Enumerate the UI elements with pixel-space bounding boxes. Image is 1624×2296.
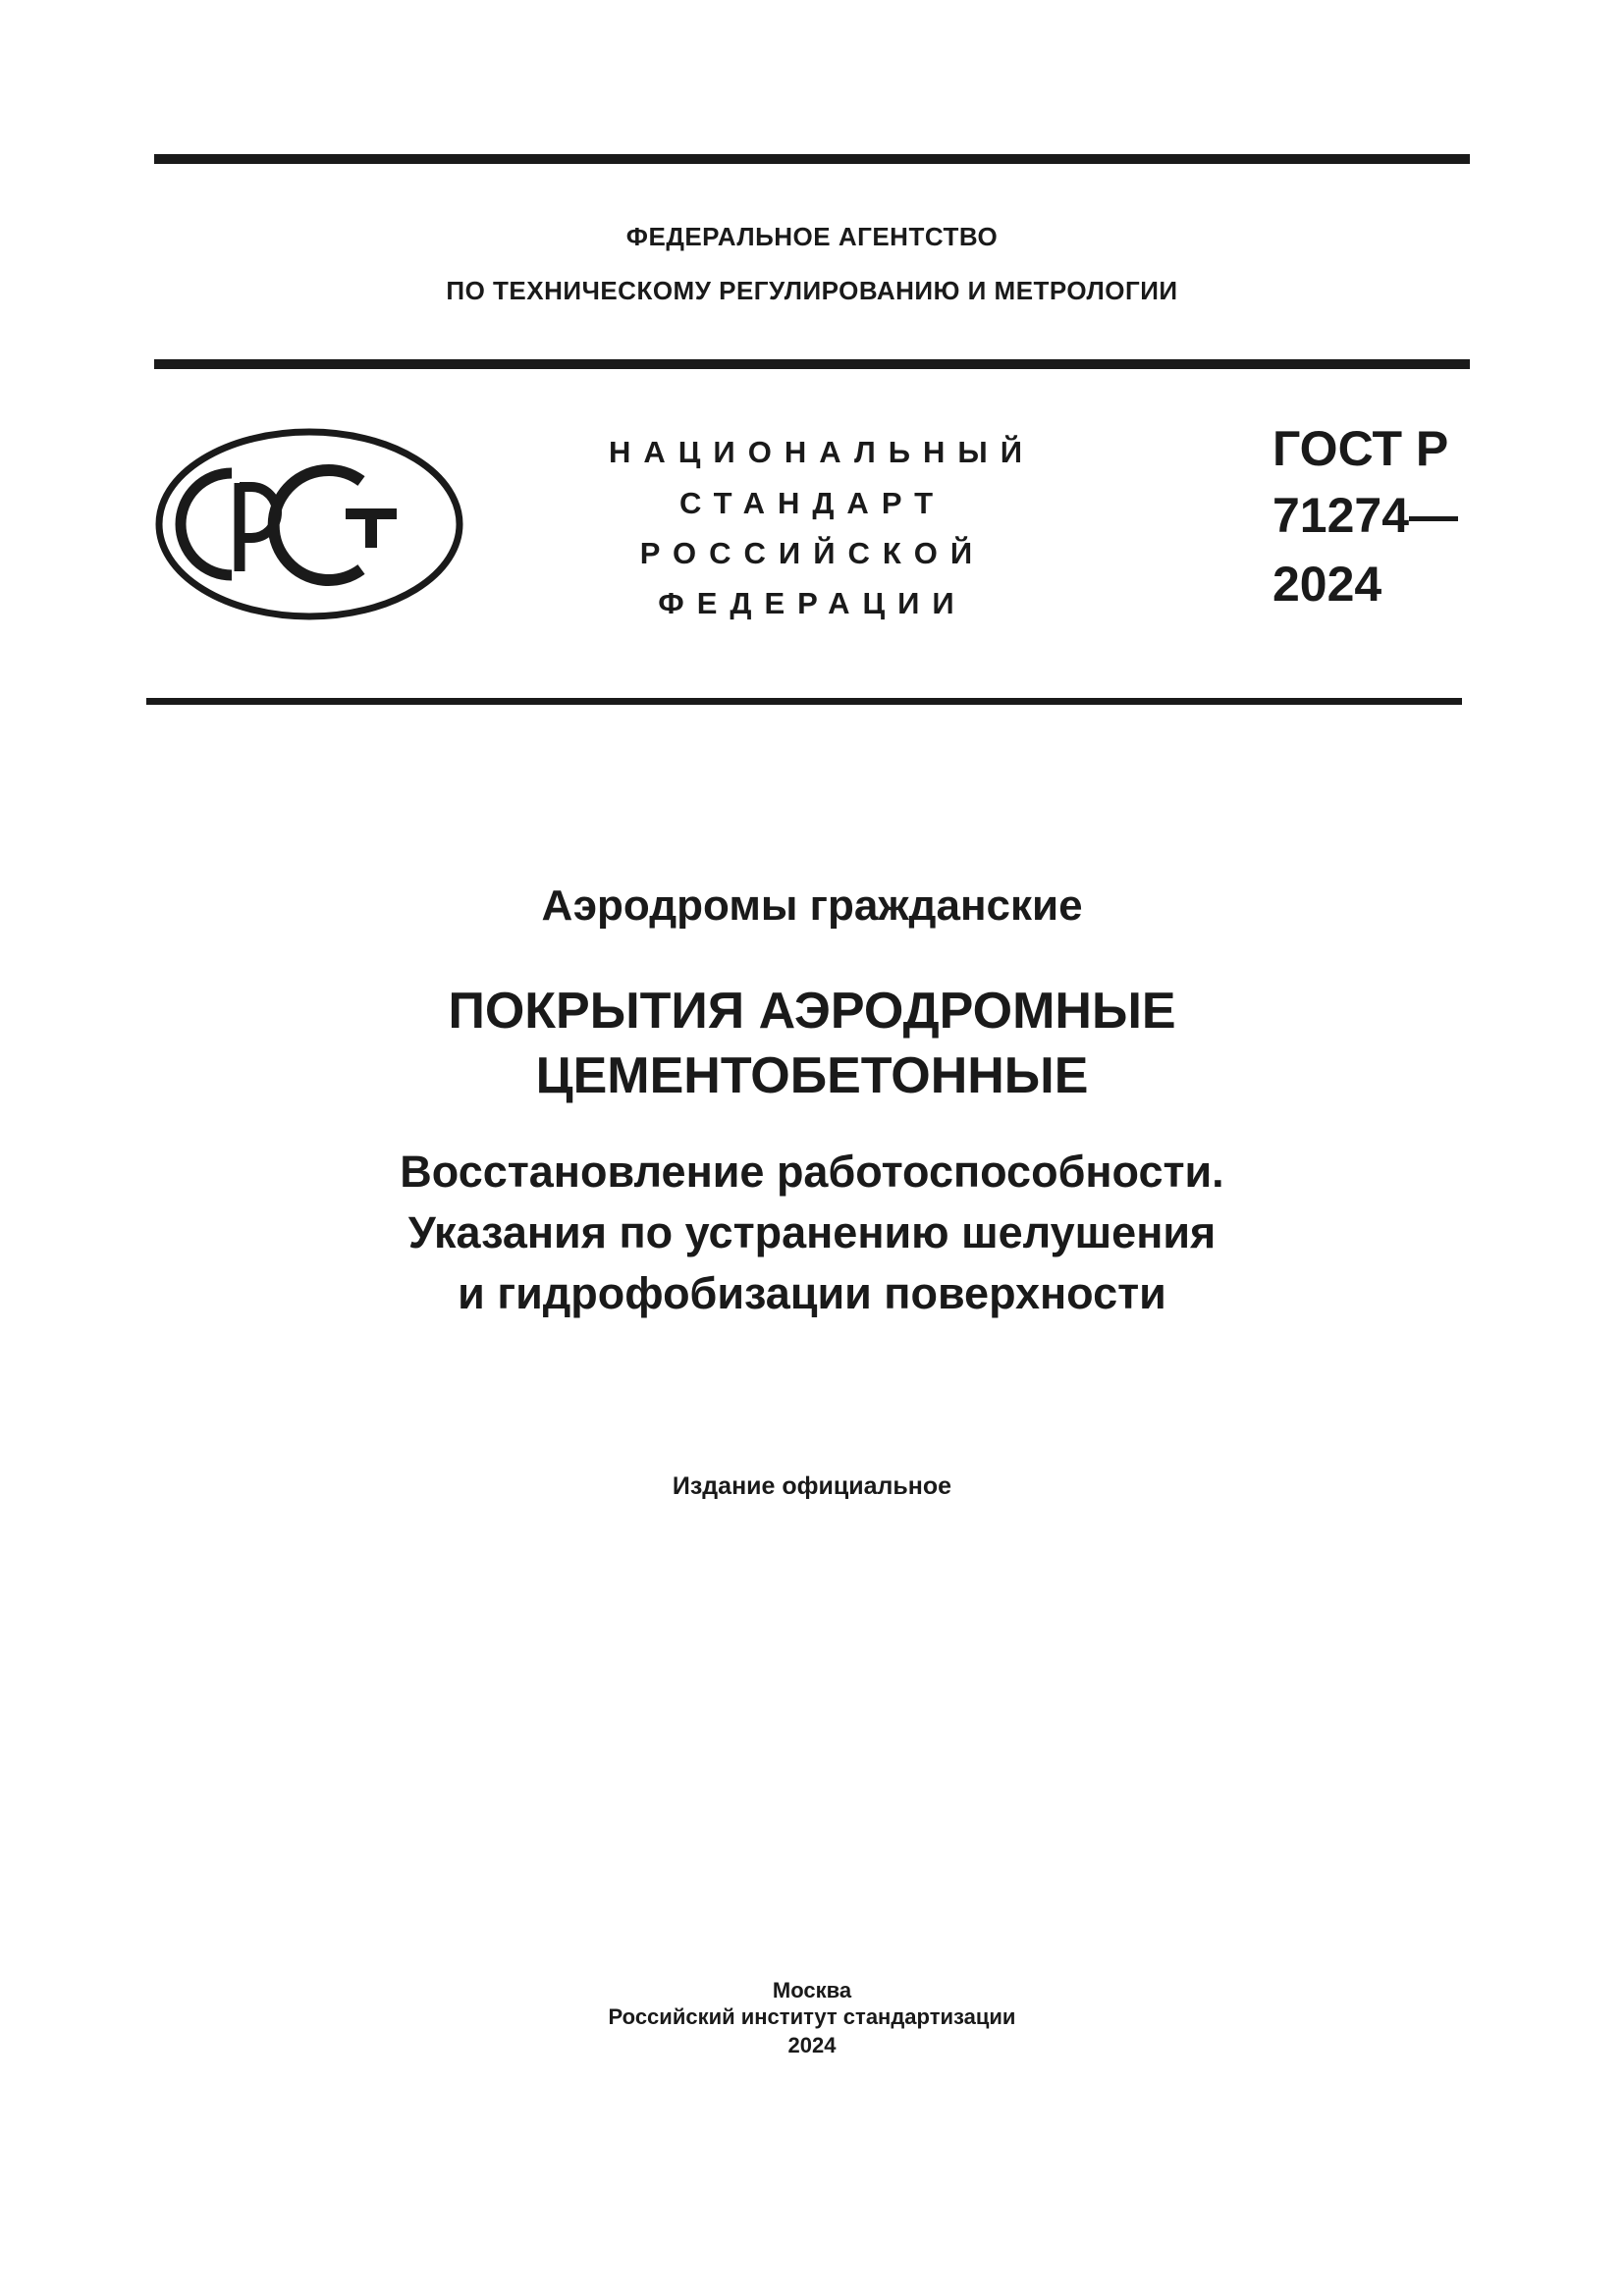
main-title-line-1: ПОКРЫТИЯ АЭРОДРОМНЫЕ (448, 983, 1176, 1040)
main-title-line-2: ЦЕМЕНТОБЕТОННЫЕ (535, 1047, 1089, 1104)
national-standard-line-3: РОССИЙСКОЙ (639, 536, 986, 570)
subtitle-line-2: Указания по устранению шелушения (407, 1207, 1217, 1257)
national-standard-line-2: СТАНДАРТ (678, 486, 947, 520)
standard-designation-prefix: ГОСТ Р (1272, 421, 1449, 476)
subtitle-line-1: Восстановление работоспособности. (400, 1147, 1224, 1197)
agency-line-2: ПО ТЕХНИЧЕСКОМУ РЕГУЛИРОВАНИЮ И МЕТРОЛОГИИ (446, 276, 1178, 305)
lower-rule (146, 698, 1462, 705)
agency-line-1: ФЕДЕРАЛЬНОЕ АГЕНТСТВО (625, 222, 999, 251)
publisher-organization: Российский институт стандартизации (608, 2004, 1016, 2029)
edition-label: Издание официальное (672, 1472, 952, 1500)
publisher-city: Москва (772, 1978, 852, 2002)
publication-year: 2024 (787, 2033, 837, 2057)
standard-designation-number: 71274— (1272, 488, 1459, 543)
rst-certification-mark-icon (153, 426, 465, 622)
series-title: Аэродромы гражданские (541, 881, 1083, 930)
subtitle-line-3: и гидрофобизации поверхности (458, 1268, 1166, 1318)
national-standard-line-1: НАЦИОНАЛЬНЫЙ (609, 435, 1036, 469)
national-standard-line-4: ФЕДЕРАЦИИ (658, 586, 967, 620)
middle-rule (154, 359, 1470, 369)
standard-designation-year: 2024 (1272, 557, 1382, 612)
top-rule (154, 154, 1470, 164)
